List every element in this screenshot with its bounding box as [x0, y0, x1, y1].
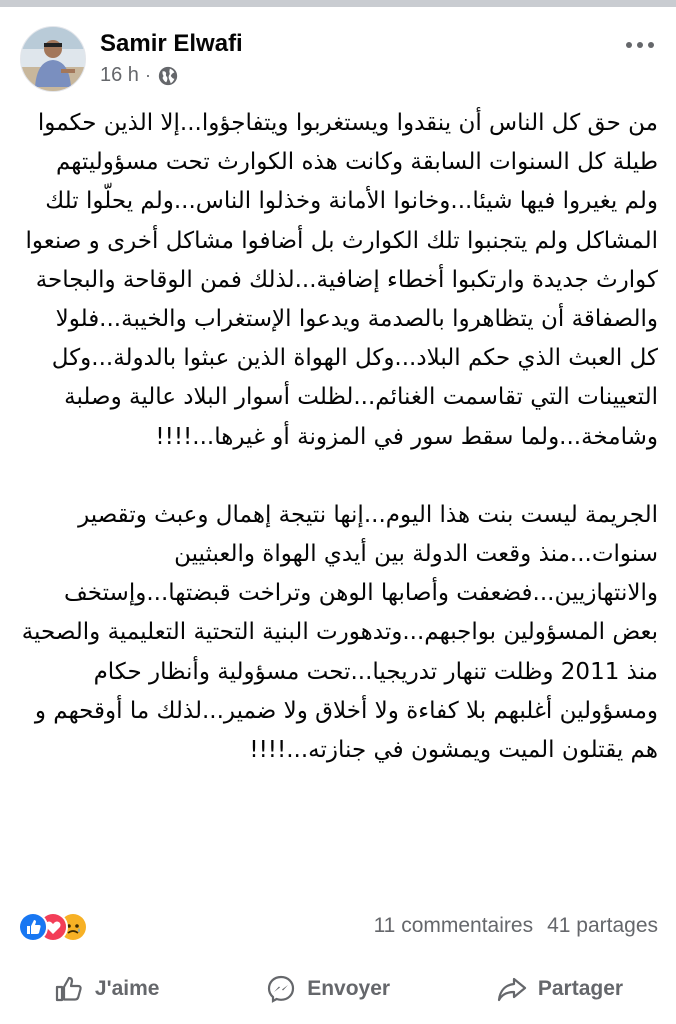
like-label: J'aime — [94, 977, 160, 1000]
post-header — [20, 26, 660, 96]
messenger-icon — [265, 973, 297, 1005]
send-button[interactable] — [251, 965, 404, 1013]
post-meta — [100, 64, 179, 87]
more-dot-icon — [626, 42, 632, 48]
author-name[interactable]: Samir Elwafi — [100, 30, 243, 57]
action-bar — [0, 960, 676, 1018]
like-button[interactable] — [39, 965, 174, 1013]
post-stats — [18, 908, 658, 948]
more-dot-icon — [648, 42, 654, 48]
reaction-summary[interactable] — [18, 912, 98, 940]
thumbs-up-icon — [53, 973, 85, 1005]
more-options-button[interactable] — [620, 32, 660, 58]
share-button[interactable] — [482, 965, 637, 1013]
share-arrow-icon — [496, 973, 528, 1005]
send-label: Envoyer — [307, 977, 391, 1000]
avatar[interactable] — [20, 26, 86, 92]
globe-icon — [157, 65, 179, 87]
meta-separator: · — [144, 65, 151, 85]
share-label: Partager — [537, 977, 624, 1000]
post-paragraph: من حق كل الناس أن ينقدوا ويستغربوا ويتفاجؤوا...إلا الذين حكموا طيلة كل السنوات السابقة وكانت هذه الكوارث تحت مسؤوليتهم ولم يغيروا فيها شيئا...وخانوا الأمانة وخذلوا الناس...ولم يحلّوا تلك المشاكل ولم يتجنبوا تلك الكوارث بل أضافوا مشاكل أخرى و صنعوا كوارث جديدة وارتكبوا أخطاء إضافية...لذلك فمن الوقاحة والبجاحة والصفاقة أن يتظاهروا بالصدمة ويدعوا الإستغراب والخيبة...فلولا كل العبث الذي حكم البلاد...وكل الهواة الذين عبثوا بالدولة...وكل التعيينات التي تقاسمت الغنائم...لظلت أسوار البلاد عالية وصلبة وشامخة...ولما سقط سور في المزونة أو غيرها...!!!! — [25, 110, 658, 450]
shares-count[interactable]: 41 partages — [547, 914, 658, 937]
like-reaction-icon — [18, 912, 48, 942]
stats-counts — [374, 914, 658, 938]
avatar-photo-icon — [21, 27, 85, 91]
more-dot-icon — [637, 42, 643, 48]
comments-count[interactable]: 11 commentaires — [373, 914, 534, 937]
top-divider — [0, 0, 676, 7]
post-time[interactable]: 16 h — [100, 64, 139, 86]
post-text — [20, 104, 658, 770]
post-paragraph: الجريمة ليست بنت هذا اليوم...إنها نتيجة إهمال وعبث وتقصير سنوات...منذ وقعت الدولة بين أيدي الهواة والعبثيين والانتهازيين...فضعفت وأصابها الوهن وتراخت قبضتها...وإستخف بعض المسؤولين بواجبهم...وتدهورت البنية التحتية التعليمية والصحية منذ 2011 وظلت تنهار تدريجيا...تحت مسؤولية وأنظار حكام ومسؤولين أغلبهم بلا كفاءة ولا أخلاق ولا ضمير...لذلك ما أوقحهم و هم يقتلون الميت ويمشون في جنازته...!!!! — [21, 501, 658, 764]
